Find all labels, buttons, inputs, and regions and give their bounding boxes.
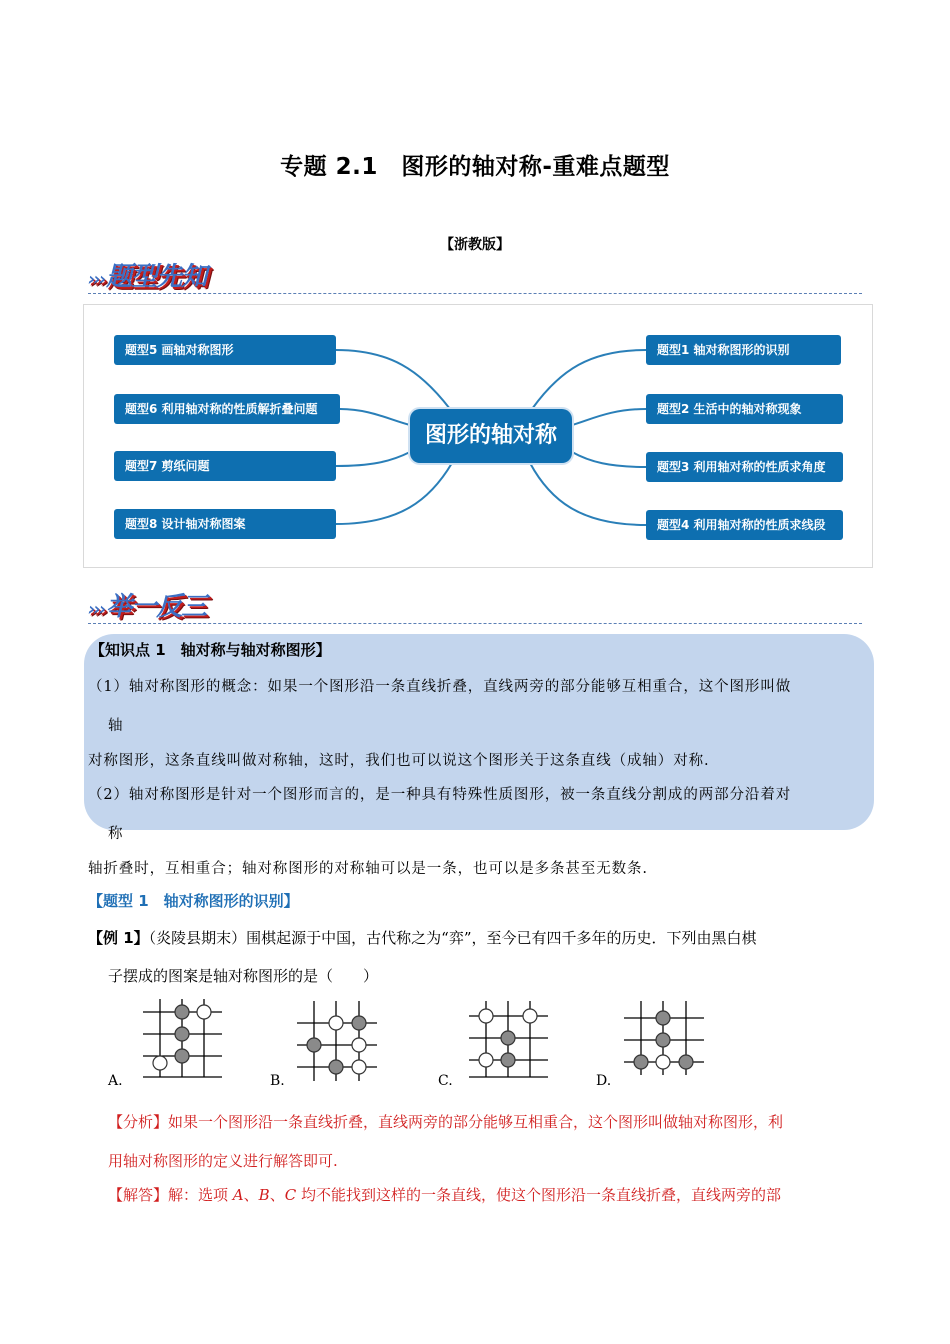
knowledge-line: 轴 (108, 718, 124, 734)
analysis-line (108, 1111, 783, 1132)
mindmap-node-type5: 题型5 画轴对称图形 (114, 335, 336, 365)
divider (88, 623, 862, 624)
answer-option-a: A (232, 1186, 244, 1204)
mindmap-node-type8: 题型8 设计轴对称图案 (114, 509, 336, 539)
example-line: 子摆成的图案是轴对称图形的是（ ） (108, 967, 379, 985)
knowledge-line: （1）轴对称图形的概念：如果一个图形沿一条直线折叠，直线两旁的部分能够互相重合，这个图形叫做 (88, 679, 792, 695)
mindmap-node-type1: 题型1 轴对称图形的识别 (646, 335, 841, 365)
example-line (88, 927, 757, 948)
option-label-b: B. (270, 1073, 285, 1089)
knowledge-line: 对称图形，这条直线叫做对称轴，这时，我们也可以说这个图形关于这条直线（成轴）对称. (88, 753, 710, 769)
answer-text: 解：选项 (168, 1186, 233, 1204)
section-heading-type1: 【题型 1 轴对称图形的识别】 (88, 892, 299, 910)
banner-text: 题型先知 (106, 262, 207, 292)
knowledge-line: （2）轴对称图形是针对一个图形而言的，是一种具有特殊性质图形，被一条直线分割成的两部分沿着对 (88, 787, 792, 803)
option-label-a: A. (108, 1073, 123, 1089)
analysis-text: 如果一个图形沿一条直线折叠，直线两旁的部分能够互相重合，这个图形叫做轴对称图形，利 (168, 1113, 784, 1131)
answer-sep: 、 (243, 1186, 259, 1204)
knowledge-title: 【知识点 1 轴对称与轴对称图形】 (90, 641, 331, 659)
option-label-c: C. (438, 1073, 453, 1089)
answer-line (108, 1184, 781, 1205)
example-label: 【例 1】 (88, 929, 149, 947)
banner-text: 举一反三 (106, 592, 207, 622)
knowledge-line: 称 (108, 826, 124, 842)
mindmap-node-type6: 题型6 利用轴对称的性质解折叠问题 (114, 394, 340, 424)
example-text: （炎陵县期末）围棋起源于中国，古代称之为“弈”，至今已有四千多年的历史．下列由黑白棋 (148, 929, 757, 947)
edition-label: 【浙教版】 (440, 237, 510, 253)
answer-text: 均不能找到这样的一条直线，使这个图形沿一条直线折叠，直线两旁的部 (296, 1186, 781, 1204)
answer-sep: 、 (269, 1186, 285, 1204)
banner-examples (88, 586, 206, 623)
answer-option-c: C (284, 1186, 297, 1204)
analysis-line: 用轴对称图形的定义进行解答即可. (108, 1152, 338, 1170)
mindmap-node-type4: 题型4 利用轴对称的性质求线段 (646, 510, 843, 540)
mindmap-node-type2: 题型2 生活中的轴对称现象 (646, 394, 843, 424)
answer-option-b: B (258, 1186, 270, 1204)
mindmap-node-type7: 题型7 剪纸问题 (114, 451, 336, 481)
mindmap-node-type3: 题型3 利用轴对称的性质求角度 (646, 452, 843, 482)
banner-arrows-icon: ››› (88, 269, 105, 290)
analysis-tag: 【分析】 (108, 1113, 169, 1131)
banner-arrows-icon: ››› (88, 599, 105, 620)
answer-tag: 【解答】 (108, 1186, 169, 1204)
page-title: 专题 2.1 图形的轴对称-重难点题型 (280, 154, 670, 180)
option-label-d: D. (596, 1073, 612, 1089)
knowledge-line: 轴折叠时，互相重合；轴对称图形的对称轴可以是一条，也可以是多条甚至无数条. (88, 861, 648, 877)
go-figures (0, 995, 950, 1085)
mindmap-center: 图形的轴对称 (410, 409, 572, 463)
